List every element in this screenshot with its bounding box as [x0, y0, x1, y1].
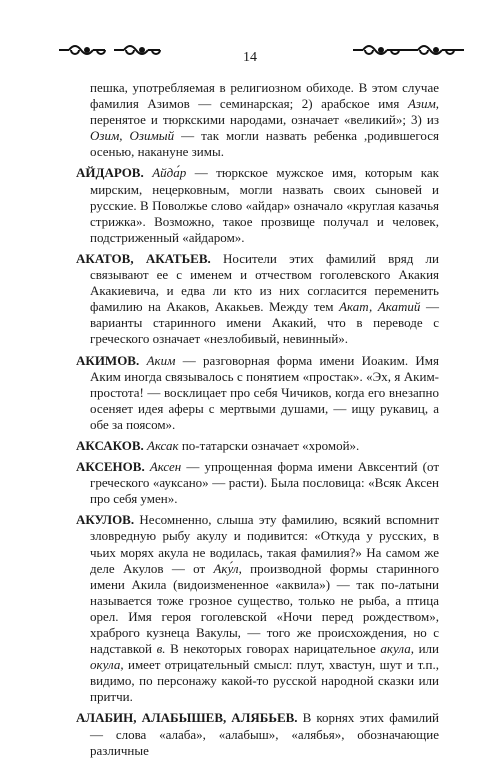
entry-text: — упрощенная форма имени Авксентий (от греческого «ауксано» — расти). Была пословица: «Всяк Аксен про себя умен».: [90, 459, 440, 507]
page-number: 14: [243, 50, 257, 65]
ornament-icon: [351, 40, 411, 60]
dictionary-entries: [76, 165, 439, 758]
intro-name: Азим,: [407, 96, 439, 112]
entry-headword: АКИМОВ.: [76, 352, 140, 368]
entry-name-form: Айда́р: [152, 165, 187, 181]
intro-text: — так могли назвать ребенка ,родившегося осенью, накануне зимы.: [90, 128, 439, 160]
entry-headword: АКУЛОВ.: [76, 512, 135, 528]
entry-text: или: [413, 641, 439, 657]
entry-headword: АКСАКОВ.: [76, 437, 144, 453]
entry-text: имеет отрицательный смысл: плут, хвастун, шут и т.п., видимо, по персонажу какой-то русской народной сказки или притчи.: [90, 657, 439, 705]
intro-name: Озим, Озимый: [90, 128, 175, 144]
entry-name-form: акула,: [380, 641, 414, 657]
entry-headword: АКСЕНОВ.: [76, 459, 145, 475]
dictionary-entry: [76, 353, 439, 433]
entry-headword: АКАТОВ, АКАТЬЕВ.: [76, 250, 211, 266]
entry-headword: АЛАБИН, АЛАБЫШЕВ, АЛЯБЬЕВ.: [76, 710, 298, 726]
page-header: [0, 28, 500, 68]
entry-headword: АЙДАРОВ.: [76, 165, 144, 181]
dictionary-entry: [76, 438, 439, 454]
entry-text: [144, 165, 152, 180]
entry-text: — разговорная форма имени Иоаким. Имя Аким иногда связывалось с понятием «простак». «Эх, я Аким-простота! — восклицает про себя Чичиков, когда его внезапно осеняет идея аферы с мертвыми душами, — ищу рукавиц, а обе за поясом».: [90, 352, 439, 432]
entry-text: В некоторых говорах нарицательное: [165, 641, 381, 657]
dictionary-entry: [76, 710, 439, 758]
entry-text: по-татарски означает «хромой».: [178, 437, 360, 453]
entry-text: Носители этих фамилий вряд ли связывают ее с именем и отчеством гоголевского Акакия Акакиевича, и едва ли кто из них согласится переменить фамилию на Акаков, Акакьев. Между тем: [90, 250, 439, 315]
intro-text: перенятое и тюркскими народами, означает «великий»; 3) из: [90, 112, 439, 128]
entry-name-form: Аким: [146, 352, 176, 368]
entry-name-form: Аку́л,: [213, 560, 242, 576]
entry-name-form: окула,: [90, 657, 124, 673]
entry-text: Несомненно, слыша эту фамилию, всякий вспомнит зловредную рыбу акулу и подивится: «Откуда у русских, в чьих морях акула не водилась, такая фамилия?» На самом же деле Акулов — от: [90, 512, 439, 576]
intro-text: пешка, употребляемая в религиозном обиходе. В этом случае фамилия Азимов — семинарская; 2) арабское имя: [90, 80, 439, 112]
entry-text: [139, 353, 146, 368]
dictionary-entry: [76, 512, 439, 705]
dictionary-entry: [76, 251, 439, 348]
entry-name-form: Аксен: [149, 459, 182, 475]
dictionary-entry: [76, 165, 439, 245]
intro-paragraph: [76, 80, 439, 160]
entry-text: — варианты старинного имени Акакий, что в переводе с греческого означает «незлобивый, невинный».: [90, 299, 440, 347]
entry-text: производной формы старинного имени Акила (видоизмененное «аквила») — так по-латыни называется тоже грозное существо, только не рыба, а птица орел. Имя героя гоголевской «Ночи перед рождеством», храброго кузнеца Вакулы, — того же происхождения, но с надставкой: [90, 560, 439, 657]
entry-text: — тюркское мужское имя, которым как мирским, нецерковным, могли назвать своих сыновей и русские. В Поволжье слово «айдар» означало «круглая казачья стрижка». Возможно, такое прозвище получал и человек, подстриженный «айдаром».: [90, 165, 439, 245]
ornament-icon: [406, 40, 466, 60]
entry-name-form: Акат, Акатий: [339, 299, 421, 315]
entry-name-form: в.: [156, 641, 166, 657]
dictionary-entry: [76, 459, 439, 507]
entry-text: В корнях этих фамилий — слова «алаба», «алабыш», «алябья», обозначающие различные: [90, 710, 439, 758]
page-text: [76, 80, 439, 759]
entry-name-form: Аксак: [147, 437, 179, 453]
